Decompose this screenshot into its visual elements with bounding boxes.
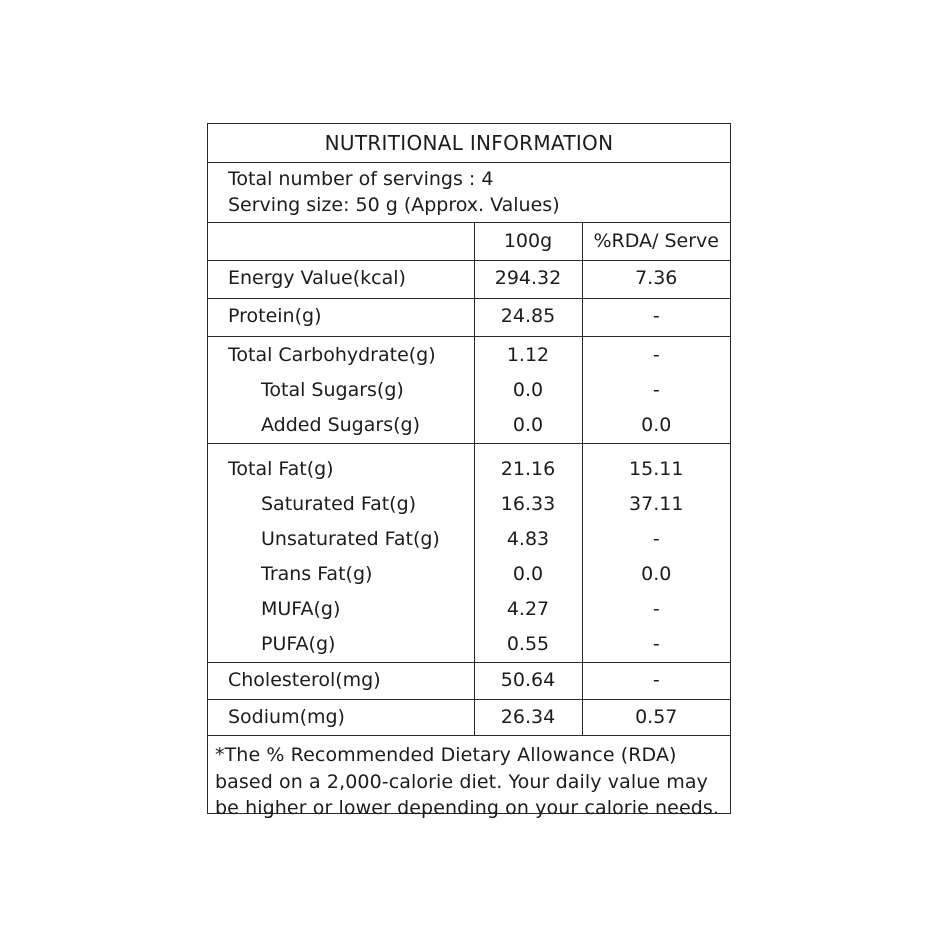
nutrient-label: Sodium(mg) xyxy=(228,706,345,728)
per-100g-value: 21.16 xyxy=(500,458,556,480)
footnote-line: be higher or lower depending on your calorie needs. xyxy=(215,797,720,819)
per-100g-value: 24.85 xyxy=(500,305,556,327)
rda-value: - xyxy=(652,344,660,366)
nutrient-label: Total Sugars(g) xyxy=(261,379,404,401)
footnote-line: based on a 2,000-calorie diet. Your daily value may xyxy=(215,770,708,793)
serving-size: Serving size: 50 g (Approx. Values) xyxy=(228,194,560,216)
nutrient-label: Unsaturated Fat(g) xyxy=(261,528,440,550)
nutrition-table xyxy=(208,223,730,736)
nutrient-group-row xyxy=(208,444,730,663)
rda-value: 0.57 xyxy=(635,706,678,728)
serving-info xyxy=(208,163,730,223)
nutrient-cell xyxy=(474,261,582,299)
nutrient-cell xyxy=(474,337,582,444)
nutrient-cell xyxy=(582,299,730,337)
per-100g-value: 4.27 xyxy=(506,598,550,620)
nutrient-cell xyxy=(474,700,582,736)
nutrient-cell xyxy=(208,444,474,663)
rda-value: 15.11 xyxy=(629,458,684,480)
per-100g-value: 294.32 xyxy=(494,267,562,289)
nutrient-cell xyxy=(582,663,730,700)
nutrient-label: Saturated Fat(g) xyxy=(261,493,417,515)
nutrient-label: Cholesterol(mg) xyxy=(228,669,381,691)
nutrient-cell xyxy=(474,299,582,337)
nutrient-label: Energy Value(kcal) xyxy=(228,267,406,289)
nutrient-cell xyxy=(582,700,730,736)
per-100g-value: 50.64 xyxy=(500,669,556,691)
nutrient-label: Total Carbohydrate(g) xyxy=(228,344,436,366)
nutrient-cell xyxy=(474,663,582,700)
nutrient-label: MUFA(g) xyxy=(261,598,341,620)
nutrient-cell xyxy=(208,337,474,444)
nutrient-group-row xyxy=(208,337,730,444)
per-100g-value: 1.12 xyxy=(506,344,550,366)
per-100g-value: 26.34 xyxy=(500,706,556,728)
nutrient-cell xyxy=(208,299,474,337)
rda-value: - xyxy=(652,669,660,691)
nutrient-cell xyxy=(208,700,474,736)
per-100g-value: 16.33 xyxy=(500,493,556,515)
per-100g-value: 0.0 xyxy=(512,414,544,436)
nutrient-label: PUFA(g) xyxy=(261,633,336,655)
footnote-line: *The % Recommended Dietary Allowance (RDA) xyxy=(215,744,677,766)
nutrient-label: Trans Fat(g) xyxy=(261,563,373,585)
rda-value: 0.0 xyxy=(641,563,672,585)
nutrient-cell xyxy=(474,444,582,663)
nutrient-cell xyxy=(208,261,474,299)
nutrient-group-row xyxy=(208,299,730,337)
per-100g-value: 0.0 xyxy=(512,563,544,585)
rda-value: - xyxy=(652,528,660,550)
nutrient-group-row xyxy=(208,700,730,736)
total-servings: Total number of servings : 4 xyxy=(228,168,494,190)
rda-value: - xyxy=(652,598,660,620)
nutrient-cell xyxy=(582,261,730,299)
nutrient-label: Added Sugars(g) xyxy=(261,414,420,436)
per-100g-value: 4.83 xyxy=(506,528,550,550)
header-cell-rda: %RDA/ Serve xyxy=(582,223,730,261)
rda-footnote xyxy=(208,736,730,822)
nutrient-cell xyxy=(582,337,730,444)
nutrition-panel xyxy=(207,123,731,819)
nutrient-cell xyxy=(208,663,474,700)
rda-value: 37.11 xyxy=(629,493,684,515)
table-header-row xyxy=(208,223,730,261)
per-100g-value: 0.55 xyxy=(506,633,550,655)
nutrient-group-row xyxy=(208,261,730,299)
header-cell xyxy=(208,223,474,261)
nutrient-group-row xyxy=(208,663,730,700)
per-100g-value: 0.0 xyxy=(512,379,544,401)
rda-value: 0.0 xyxy=(641,414,672,436)
rda-value: - xyxy=(652,379,660,401)
panel-title: NUTRITIONAL INFORMATION xyxy=(208,124,730,163)
rda-value: - xyxy=(652,633,660,655)
nutrient-label: Protein(g) xyxy=(228,305,322,327)
rda-value: - xyxy=(652,305,660,327)
header-cell-100g: 100g xyxy=(474,223,582,261)
nutrient-cell xyxy=(582,444,730,663)
rda-value: 7.36 xyxy=(635,267,678,289)
nutrient-label: Total Fat(g) xyxy=(228,458,334,480)
